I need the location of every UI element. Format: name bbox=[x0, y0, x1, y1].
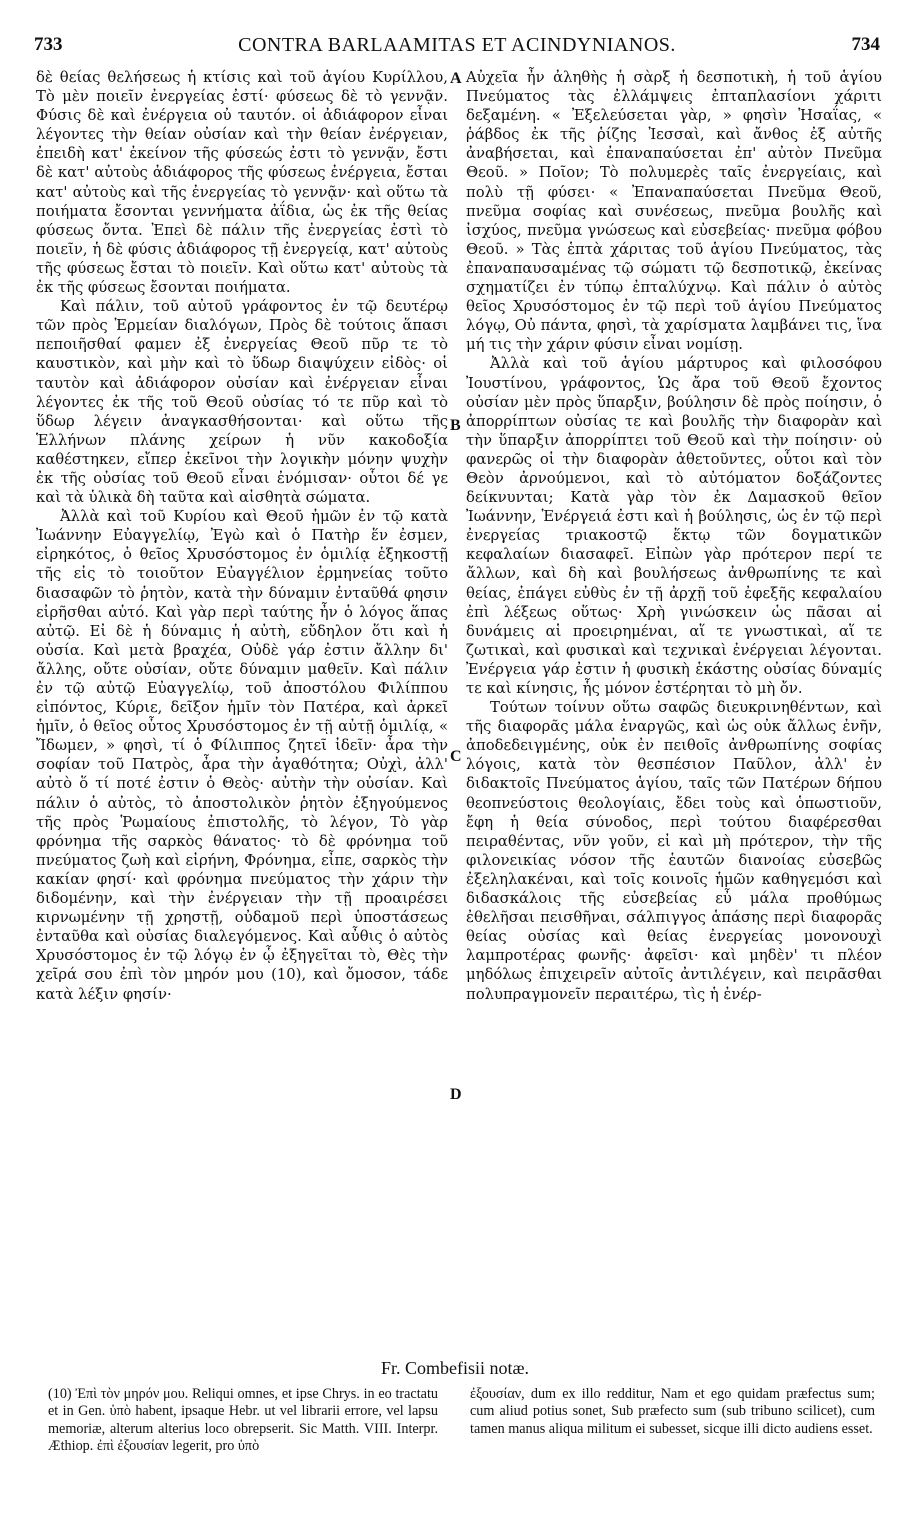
notes-right-column bbox=[470, 1386, 875, 1438]
notes-left-column bbox=[48, 1386, 438, 1456]
right-paragraph-1: Αὐχεῖα ἦν ἀληθὴς ἡ σὰρξ ἡ δεσποτικὴ, ἡ τοῦ ἁγίου Πνεύματος τὰς ἐλλάμψεις ἐπταπλασίονι χάριτι δεξαμένη. « Ἐξελεύσεται γὰρ, » φησὶν Ἡσαΐας, « ῥάβδος ἐκ τῆς ῥίζης Ἰεσσαὶ, καὶ ἄνθος ἐξ αὐτῆς ἀναβήσεται, καὶ ἐπαναπαύσεται ἐπ' αὐτὸν Πνεῦμα Θεοῦ. » Ποῖον; Τὸ πολυμερὲς ταῖς ἐνεργείαις, καὶ πολὺ τῇ φύσει· « Ἐπαναπαύσεται Πνεῦμα Θεοῦ, πνεῦμα σοφίας καὶ συνέσεως, πνεῦμα βουλῆς καὶ ἰσχύος, πνεῦμα γνώσεως καὶ εὐσεβείας· πνεῦμα φόβου Θεοῦ. » Τὰς ἑπτὰ χάριτας τοῦ ἁγίου Πνεύματος, τὰς ἐπαναπαυσαμένας τῷ σώματι τῷ δεσποτικῷ, ἐκείνας σχηματίζει ἐν τύπῳ ἐπταλύχνῳ. Καὶ πάλιν ὁ αὐτὸς θεῖος Χρυσόστομος ἐν τῷ περὶ τοῦ ἁγίου Πνεύματος λόγῳ, Οὐ πάντα, φησὶ, τὰ χαρίσματα λαμβάνει τις, ἵνα μή τις τὴν χάριν φύσιν εἶναι νομίσῃ. bbox=[466, 69, 882, 354]
margin-letter-b: B bbox=[450, 417, 461, 434]
notes-title: Fr. Combefisii notæ. bbox=[380, 1358, 530, 1378]
margin-letter-d: D bbox=[450, 1086, 462, 1103]
note-10: (10) Ἐπὶ τὸν μηρόν μου. Reliqui omnes, et ipse Chrys. in eo tractatu et in Gen. ὑπὸ habent, ipsaque Hebr. ut vel librarii errore, vel lapsu memoriæ, alterum alterius loco obrepserit. Sic Matth. VIII. Interpr. Æthiop. ἐπὶ ἐξουσίαν legerit, pro ὑπὸ bbox=[48, 1386, 438, 1455]
right-column bbox=[466, 68, 882, 1004]
right-paragraph-3: Τούτων τοίνυν οὕτω σαφῶς διευκρινηθέντων, καὶ τῆς διαφορᾶς μάλα ἐναργῶς, καὶ ὡς οὐκ ἄλλως ἐνῆν, ἀποδεδειγμένης, οὐκ ἐν πειθοῖς ἀνθρωπίνης σοφίας λόγοις, κατὰ τὸν θεσπέσιον Παῦλον, ἀλλ' ἐν διδακτοῖς Πνεύματος ἁγίου, ταῖς τῶν Πατέρων δήπου θεοπνεύστοις θεολογίαις, ἔδει τοὺς καὶ ὁπωστιοῦν, ἔφη ἡ θεία σύνοδος, περὶ τούτου διαφέρεσθαι πειραθέντας, νῦν γοῦν, εἰ καὶ μὴ πρότερον, τὴν τῆς φιλονεικίας νόσον τῆς ἑαυτῶν διανοίας εὐσεβῶς ἐξεληλακέναι, καὶ τοῖς κοινοῖς ἡμῶν καθηγεμόσι καὶ διδασκάλοις τῆς εὐσεβείας εὖ μάλα προθύμως ἐθελῆσαι πεισθῆναι, σάλπιγγος ἁπάσης περὶ διαφορᾶς θείας οὐσίας καὶ θείας ἐνεργείας μονονουχὶ λαμπροτέρας φωνῆς· ἀφεῖσι· καὶ μηδὲν' τι πλέον μηδόλως ἐπιχειρεῖν αὐτοῖς ἀντιλέγειν, καὶ πειρᾶσθαι πολυπραγμονεῖν περαιτέρω, τὶς ἡ ἐνέρ- bbox=[466, 699, 882, 1003]
running-title: CONTRA BARLAAMITAS ET ACINDYNIANOS. bbox=[238, 34, 676, 56]
running-header bbox=[34, 34, 880, 66]
margin-letter-c: C bbox=[450, 748, 462, 765]
page-number-right: 734 bbox=[851, 34, 880, 55]
note-10-continued: ἐξουσίαν, dum ex illo redditur, Nam et ego quidam præfectus sum; cum aliud potius sonet, Sub præfecto sum (sub tribuno scilicet), cum tamen manus aliqua militum ei subesset, sicque illi dicto audiens esset. bbox=[470, 1386, 875, 1437]
left-paragraph-2: Καὶ πάλιν, τοῦ αὐτοῦ γράφοντος ἐν τῷ δευτέρῳ τῶν πρὸς Ἑρμείαν διαλόγων, Πρὸς δὲ τούτοις ἅπασι πεποιῆσθαί φαμεν ἐξ ἐνεργείας Θεοῦ πῦρ τε τὸ καυστικὸν, καὶ μὴν καὶ τὸ ὕδωρ διαψύχειν εἰδὸς· οἱ ταυτὸν καὶ ἀδιάφορον οὐσίαν καὶ ἐνέργειαν εἶναι λέγοντες ἐκ τῆς τοῦ Θεοῦ οὐσίας τό τε πῦρ καὶ τὸ ὕδωρ λέγειν ἀναγκασθήσονται· καὶ οὕτω τῆς Ἑλλήνων πλάνης χείρων ἡ νῦν κακοδοξία καθέστηκεν, εἴπερ ἐκεῖνοι τὴν λογικὴν μόνην ψυχὴν ἐκ τῆς οὐσίας τοῦ Θεοῦ εἶναι ἐνόμισαν· οὗτοι δέ γε καὶ τὰ ὑλικὰ δὴ ταῦτα καὶ αἰσθητὰ σώματα. bbox=[36, 298, 448, 507]
margin-letter-a: A bbox=[450, 70, 462, 87]
left-paragraph-1: δὲ θείας θελήσεως ἡ κτίσις καὶ τοῦ ἁγίου Κυρίλλου, Τὸ μὲν ποιεῖν ἐνεργείας ἐστί· φύσεως δὲ τὸ γεννᾷν. Φύσις δὲ καὶ ἐνέργεια οὐ ταυτόν. οἱ ἀδιάφορον εἶναι λέγοντες τὴν θείαν οὐσίαν καὶ τὴν θείαν ἐνέργειαν, ἐπειδὴ κατ' ἐκείνον τῆς φύσεώς ἐστι τὸ γεννᾷν, ἔστι δὲ κατ' αὐτοὺς ἀδιάφορος τῆς φύσεως ἐνέργεια, ἔσται κατ' αὐτοὺς καὶ τῆς ἐνεργείας τὸ γεννᾷν· καὶ οὕτω τὰ ποιήματα ἔσονται γεννήματα ἀΐδια, ὡς ἐκ τῆς θείας φύσεως ὄντα. Ἐπεὶ δὲ πάλιν τῆς ἐνεργείας ἐστὶ τὸ ποιεῖν, ἡ δὲ φύσις ἀδιάφορος τῇ ἐνεργείᾳ, κατ' αὐτοὺς τῆς φύσεως ἔσται τὸ ποιεῖν. Καὶ οὕτω κατ' αὐτοὺς τὰ ἐκ τῆς φύσεως ἔσονται ποιήματα. bbox=[36, 69, 448, 297]
left-column bbox=[36, 68, 448, 1004]
right-paragraph-2: Ἀλλὰ καὶ τοῦ ἁγίου μάρτυρος καὶ φιλοσόφου Ἰουστίνου, γράφοντος, Ὡς ἄρα τοῦ Θεοῦ ἔχοντος οὐσίαν μὲν πρὸς ὕπαρξιν, βούλησιν δὲ πρὸς ποίησιν, ὁ ἀπορρίπτων οὐσίας τε καὶ βουλῆς τὴν διαφορὰν καὶ τὴν ὕπαρξιν ἀπορρίπτει τοῦ Θεοῦ καὶ τὴν ποίησιν· οὐ φανερῶς οἱ τὴν διαφορὰν ἀθετοῦντες, οὗτοι καὶ τὸν Θεὸν ἀρνούμενοι, καὶ τὸ αὐτόματον δοξάζοντες δείκνυνται; Κατὰ γὰρ τὸν ἐκ Δαμασκοῦ θεῖον Ἰωάννην, Ἐνέργειά ἐστι καὶ ἡ βούλησις, ὡς ἐν τῷ περὶ ἐνεργείας τριακοστῷ ἕκτῳ τῶν δογματικῶν κεφαλαίων διασαφεῖ. Εἰπὼν γὰρ πρότερον περί τε ἄλλων, καὶ δὴ καὶ βουλήσεως ἀνθρωπίνης τε καὶ θείας, ἐπάγει εὐθὺς ἐν τῇ ἀρχῇ τοῦ ἐφεξῆς κεφαλαίου ἐπὶ λέξεως οὕτως· Χρὴ γινώσκειν ὡς πᾶσαι αἱ δυνάμεις αἱ προειρημέναι, αἵ τε γνωστικαὶ, αἵ τε ζωτικαὶ, καὶ φυσικαὶ καὶ τεχνικαὶ ἐνέργειαι λέγονται. Ἐνέργεια γάρ ἐστιν ἡ φυσικὴ ἑκάστης οὐσίας δύναμίς τε καὶ κίνησις, ἧς μόνον ἐστέρηται τὸ μὴ ὄν. bbox=[466, 355, 882, 697]
page-number-left: 733 bbox=[34, 34, 63, 55]
left-paragraph-3: Ἀλλὰ καὶ τοῦ Κυρίου καὶ Θεοῦ ἡμῶν ἐν τῷ κατὰ Ἰωάννην Εὐαγγελίῳ, Ἐγὼ καὶ ὁ Πατὴρ ἕν ἐσμεν, εἰρηκότος, ὁ θεῖος Χρυσόστομος ἐν ὁμιλίᾳ ἑξηκοστῇ τῆς εἰς τὸ τοιοῦτον Εὐαγγέλιον ἑρμηνείας τοῦτο διασαφῶν τὸ ῥητὸν, κατὰ τὴν δύναμιν ἐνταῦθά φησιν εἰρῆσθαι αὐτό. Καὶ γὰρ περὶ ταύτης ἦν ὁ λόγος ἅπας αὐτῷ. Εἰ δὲ ἡ δύναμις ἡ αὐτὴ, εὔδηλον ὅτι καὶ ἡ οὐσία. Καὶ μετὰ βραχέα, Οὐδὲ γάρ ἐστιν ἄλλην δι' ἄλλης, οὔτε οὐσίαν, οὔτε δύναμιν μαθεῖν. Καὶ πάλιν ἐν τῷ αὐτῷ Εὐαγγελίῳ, τοῦ ἀποστόλου Φιλίππου εἰπόντος, Κύριε, δεῖξον ἡμῖν τὸν Πατέρα, καὶ ἀρκεῖ ἡμῖν, ὁ θεῖος οὗτος Χρυσόστομος ἐν τῇ αὐτῇ ὁμιλίᾳ, « Ἴδωμεν, » φησὶ, τί ὁ Φίλιππος ζητεῖ ἰδεῖν· ἆρα τὴν σοφίαν τοῦ Πατρὸς, ἆρα τὴν ἀγαθότητα; Οὐχὶ, ἀλλ' αὐτὸ ὅ τί ποτέ ἐστιν ὁ Θεὸς· αὐτὴν τὴν οὐσίαν. Καὶ πάλιν ὁ αὐτὸς, τὸ ἀποστολικὸν ῥητὸν ἐξηγούμενος τῆς πρὸς Ῥωμαίους ἐπιστολῆς, τὸ λέγον, Τὸ γὰρ φρόνημα τῆς σαρκὸς θάνατος· τὸ δὲ φρόνημα τοῦ πνεύματος ζωὴ καὶ εἰρήνη, Φρόνημα, εἶπε, σαρκὸς τὴν κακίαν φησί· καὶ φρόνημα πνεύματος τὴν χάριν τὴν διδομένην, καὶ τὴν ἐνέργειαν τὴν τῇ προαιρέσει κιρνωμένην τῇ χρηστῇ, οὐδαμοῦ περὶ ὑποστάσεως ἐνταῦθα καὶ οὐσίας διαλεγόμενος. Καὶ αὖθις ὁ αὐτὸς Χρυσόστομος ἐν τῷ λόγῳ ἐν ᾧ ἐξηγεῖται τὸ, Θὲς τὴν χεῖρά σου ἐπὶ τὸν μηρόν μου (10), καὶ ὄμοσον, τάδε κατὰ λέξιν φησίν· bbox=[36, 508, 448, 1003]
